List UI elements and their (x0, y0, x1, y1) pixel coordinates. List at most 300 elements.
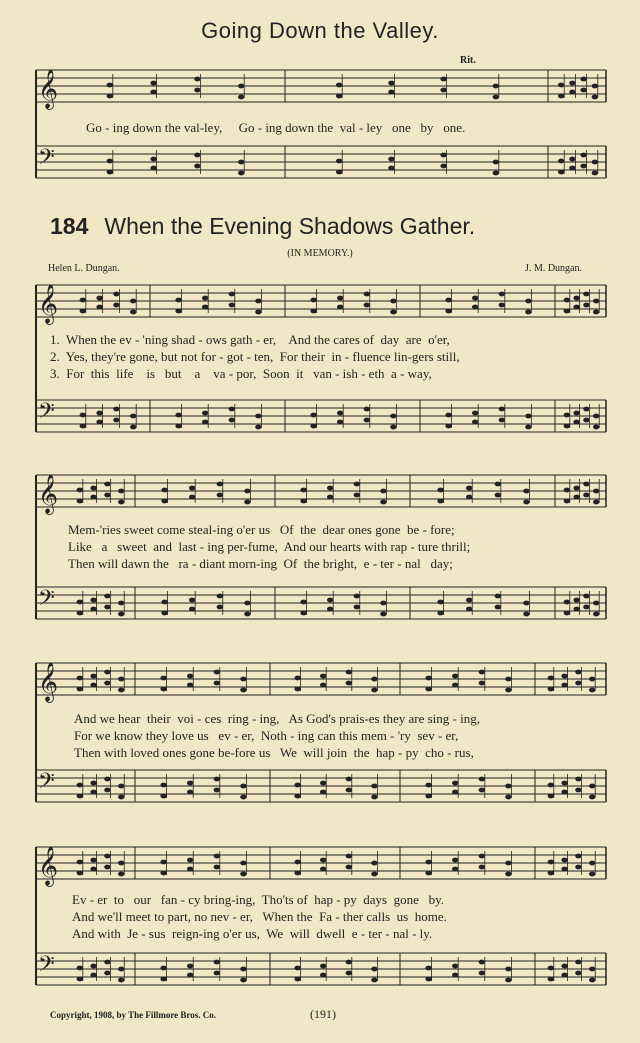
note-head (425, 687, 431, 692)
note-head (548, 794, 554, 799)
note-head (548, 977, 554, 982)
note-head (371, 795, 377, 800)
note-head (104, 971, 110, 976)
note-head (593, 425, 599, 430)
note-head (294, 977, 300, 982)
note-head (472, 411, 478, 416)
note-head (558, 159, 564, 164)
note-head (548, 860, 554, 865)
composer-credit: J. M. Dungan. (525, 263, 582, 274)
note-head (310, 309, 316, 314)
note-head (244, 489, 250, 494)
note-head (523, 489, 529, 494)
note-head (118, 489, 124, 494)
note-head (583, 605, 589, 610)
note-head (187, 790, 193, 795)
note-head (104, 670, 110, 675)
note-head (583, 482, 589, 487)
bass-clef-icon: 𝄢 (38, 952, 55, 982)
note-head (187, 858, 193, 863)
note-head (479, 960, 485, 965)
note-head (175, 309, 181, 314)
note-head (244, 500, 250, 505)
note-head (505, 978, 511, 983)
note-head (561, 790, 567, 795)
note-head (90, 674, 96, 679)
note-head (130, 414, 136, 419)
note-head (240, 872, 246, 877)
note-head (452, 781, 458, 786)
note-head (90, 781, 96, 786)
note-head (593, 612, 599, 617)
note-head (505, 967, 511, 972)
note-head (589, 967, 595, 972)
note-head (479, 971, 485, 976)
note-head (240, 861, 246, 866)
note-head (364, 407, 370, 412)
note-head (90, 607, 96, 612)
note-head (244, 601, 250, 606)
bass-clef-icon: 𝄢 (38, 769, 55, 799)
note-head (573, 296, 579, 301)
note-head (548, 966, 554, 971)
note-head (466, 598, 472, 603)
note-head (107, 94, 113, 99)
note-head (525, 425, 531, 430)
hymn-subtitle: (IN MEMORY.) (287, 248, 353, 259)
note-head (229, 418, 235, 423)
note-head (575, 670, 581, 675)
note-head (589, 784, 595, 789)
note-head (499, 292, 505, 297)
note-head (523, 612, 529, 617)
note-head (90, 486, 96, 491)
note-head (364, 418, 370, 423)
note-head (390, 299, 396, 304)
note-head (77, 871, 83, 876)
note-head (150, 90, 156, 95)
note-head (160, 794, 166, 799)
note-head (371, 784, 377, 789)
note-head (380, 500, 386, 505)
note-head (77, 783, 83, 788)
note-head (337, 296, 343, 301)
note-head (104, 854, 110, 859)
note-head (364, 292, 370, 297)
note-head (113, 292, 119, 297)
note-head (217, 493, 223, 498)
lyric-line-valley: Go - ing down the val-ley, Go - ing down the val - ley one by one. (86, 120, 466, 135)
note-head (189, 598, 195, 603)
note-head (161, 600, 167, 605)
note-head (255, 299, 261, 304)
author-credit: Helen L. Dungan. (48, 263, 120, 274)
note-head (437, 499, 443, 504)
note-head (569, 157, 575, 162)
note-head (569, 166, 575, 171)
note-head (240, 795, 246, 800)
note-head (593, 500, 599, 505)
hymn-title-going-down-the-valley: Going Down the Valley. (201, 18, 439, 43)
note-head (320, 858, 326, 863)
hymn-title: When the Evening Shadows Gather. (104, 213, 476, 239)
bass-clef-icon: 𝄢 (38, 145, 55, 175)
note-head (240, 978, 246, 983)
note-head (202, 411, 208, 416)
note-head (592, 95, 598, 100)
note-head (380, 601, 386, 606)
note-head (573, 495, 579, 500)
note-head (294, 687, 300, 692)
treble-clef-icon: 𝄞 (38, 846, 59, 886)
note-head (569, 81, 575, 86)
note-head (561, 781, 567, 786)
note-head (505, 795, 511, 800)
note-head (589, 795, 595, 800)
note-head (160, 966, 166, 971)
note-head (575, 971, 581, 976)
note-head (505, 872, 511, 877)
note-head (77, 600, 83, 605)
note-head (437, 488, 443, 493)
note-head (505, 784, 511, 789)
copyright-notice: Copyright, 1908, by The Fillmore Bros. Co. (50, 1010, 217, 1020)
note-head (77, 676, 83, 681)
lyric-verse-1: 1. When the ev - 'ning shad - ows gath - er, And the cares of day are o'er, (50, 332, 450, 347)
note-head (90, 598, 96, 603)
note-head (187, 867, 193, 872)
note-head (327, 495, 333, 500)
note-head (479, 777, 485, 782)
note-head (118, 612, 124, 617)
note-head (189, 495, 195, 500)
lyric-verse-3: 3. For this life is but a va - por, Soon it van - ish - eth a - way, (50, 366, 432, 381)
note-head (452, 964, 458, 969)
note-head (160, 860, 166, 865)
note-head (187, 964, 193, 969)
note-head (118, 677, 124, 682)
note-head (364, 303, 370, 308)
note-head (575, 777, 581, 782)
note-head (294, 794, 300, 799)
note-head (80, 424, 86, 429)
note-head (214, 681, 220, 686)
note-head (558, 94, 564, 99)
note-head (327, 486, 333, 491)
note-head (479, 854, 485, 859)
note-head (371, 688, 377, 693)
note-head (90, 495, 96, 500)
note-head (160, 977, 166, 982)
note-head (479, 788, 485, 793)
note-head (437, 600, 443, 605)
note-head (371, 978, 377, 983)
note-head (388, 90, 394, 95)
note-head (118, 500, 124, 505)
note-head (90, 683, 96, 688)
note-head (202, 420, 208, 425)
note-head (300, 499, 306, 504)
note-head (548, 871, 554, 876)
note-head (294, 871, 300, 876)
note-head (346, 681, 352, 686)
treble-clef-icon: 𝄞 (38, 662, 59, 702)
note-head (371, 677, 377, 682)
note-head (90, 973, 96, 978)
note-head (113, 303, 119, 308)
note-head (320, 867, 326, 872)
note-head (580, 77, 586, 82)
note-head (214, 788, 220, 793)
note-head (214, 865, 220, 870)
note-head (320, 781, 326, 786)
note-head (425, 977, 431, 982)
note-head (238, 84, 244, 89)
note-head (425, 966, 431, 971)
note-head (238, 160, 244, 165)
note-head (583, 594, 589, 599)
note-head (583, 418, 589, 423)
note-head (583, 493, 589, 498)
note-head (90, 964, 96, 969)
note-head (495, 605, 501, 610)
note-head (77, 794, 83, 799)
note-head (564, 309, 570, 314)
note-head (217, 482, 223, 487)
note-head (336, 159, 342, 164)
note-head (525, 310, 531, 315)
note-head (573, 420, 579, 425)
note-head (425, 676, 431, 681)
note-head (161, 611, 167, 616)
note-head (160, 676, 166, 681)
note-head (380, 612, 386, 617)
note-head (425, 871, 431, 876)
note-head (505, 688, 511, 693)
note-head (371, 872, 377, 877)
note-head (593, 414, 599, 419)
note-head (80, 309, 86, 314)
treble-clef-icon: 𝄞 (38, 284, 59, 324)
note-head (583, 292, 589, 297)
note-head (466, 486, 472, 491)
hymn-number: 184 (50, 213, 89, 239)
note-head (523, 500, 529, 505)
note-head (548, 676, 554, 681)
note-head (202, 296, 208, 301)
note-head (187, 973, 193, 978)
note-head (214, 854, 220, 859)
note-head (558, 83, 564, 88)
note-head (564, 298, 570, 303)
note-head (310, 298, 316, 303)
note-head (561, 964, 567, 969)
note-head (445, 413, 451, 418)
note-head (495, 594, 501, 599)
note-head (445, 309, 451, 314)
note-head (90, 867, 96, 872)
note-head (104, 788, 110, 793)
note-head (346, 971, 352, 976)
lyric-verse-2: 2. Yes, they're gone, but not for - got - ten, For their in - fluence lin-gers still, (50, 349, 460, 364)
note-head (573, 607, 579, 612)
note-head (77, 488, 83, 493)
note-head (255, 425, 261, 430)
note-head (130, 310, 136, 315)
lyrics-system-3 (74, 710, 640, 761)
note-head (452, 683, 458, 688)
note-head (214, 670, 220, 675)
note-head (452, 790, 458, 795)
note-head (564, 413, 570, 418)
note-head (573, 486, 579, 491)
note-head (187, 781, 193, 786)
note-head (593, 489, 599, 494)
note-head (104, 777, 110, 782)
note-head (495, 493, 501, 498)
note-head (440, 88, 446, 93)
note-head (104, 960, 110, 965)
note-head (187, 674, 193, 679)
note-head (229, 303, 235, 308)
note-head (354, 482, 360, 487)
lyric-verse-1: Ev - er to our fan - cy bring-ing, Tho'ts of hap - py days gone by. (72, 892, 445, 907)
note-head (194, 77, 200, 82)
note-head (354, 594, 360, 599)
note-head (294, 966, 300, 971)
note-head (77, 611, 83, 616)
note-head (214, 971, 220, 976)
note-head (346, 854, 352, 859)
note-head (161, 488, 167, 493)
ritardando-mark: Rit. (460, 55, 476, 66)
note-head (194, 164, 200, 169)
note-head (390, 310, 396, 315)
note-head (238, 171, 244, 176)
note-head (229, 292, 235, 297)
note-head (499, 418, 505, 423)
note-head (493, 84, 499, 89)
note-head (104, 482, 110, 487)
note-head (440, 164, 446, 169)
note-head (240, 967, 246, 972)
note-head (294, 860, 300, 865)
note-head (104, 605, 110, 610)
note-head (96, 411, 102, 416)
note-head (580, 153, 586, 158)
note-head (472, 296, 478, 301)
note-head (300, 600, 306, 605)
lyric-verse-1: Mem-'ries sweet come steal-ing o'er us Of the dear ones gone be - fore; (68, 522, 455, 537)
note-head (327, 598, 333, 603)
note-head (320, 973, 326, 978)
note-head (561, 858, 567, 863)
note-head (229, 407, 235, 412)
note-head (564, 499, 570, 504)
note-head (589, 861, 595, 866)
note-head (592, 84, 598, 89)
note-head (310, 424, 316, 429)
note-head (118, 601, 124, 606)
note-head (240, 688, 246, 693)
note-head (388, 166, 394, 171)
note-head (160, 871, 166, 876)
note-head (583, 303, 589, 308)
note-head (217, 605, 223, 610)
note-head (523, 601, 529, 606)
note-head (589, 978, 595, 983)
note-head (593, 310, 599, 315)
note-head (107, 159, 113, 164)
note-head (525, 414, 531, 419)
note-head (493, 160, 499, 165)
note-head (337, 411, 343, 416)
note-head (240, 784, 246, 789)
lyric-verse-3: Then will dawn the ra - diant morn-ing Of the bright, e - ter - nal day; (68, 556, 453, 571)
note-head (371, 967, 377, 972)
note-head (175, 424, 181, 429)
note-head (589, 872, 595, 877)
note-head (466, 607, 472, 612)
note-head (493, 171, 499, 176)
bass-clef-icon: 𝄢 (38, 399, 55, 429)
note-head (77, 860, 83, 865)
note-head (593, 601, 599, 606)
note-head (90, 790, 96, 795)
note-head (445, 298, 451, 303)
note-head (558, 170, 564, 175)
note-head (327, 607, 333, 612)
bass-clef-icon: 𝄢 (38, 586, 55, 616)
note-head (452, 674, 458, 679)
note-head (107, 83, 113, 88)
note-head (564, 600, 570, 605)
note-head (346, 960, 352, 965)
note-head (354, 605, 360, 610)
page-number: (191) (310, 1007, 336, 1021)
note-head (189, 607, 195, 612)
note-head (561, 867, 567, 872)
note-head (202, 305, 208, 310)
note-head (294, 676, 300, 681)
note-head (336, 170, 342, 175)
note-head (548, 687, 554, 692)
note-head (214, 960, 220, 965)
note-head (499, 407, 505, 412)
note-head (90, 858, 96, 863)
note-head (390, 414, 396, 419)
note-head (445, 424, 451, 429)
note-head (175, 413, 181, 418)
note-head (564, 611, 570, 616)
note-head (499, 303, 505, 308)
note-head (104, 865, 110, 870)
note-head (150, 157, 156, 162)
note-head (452, 973, 458, 978)
note-head (561, 973, 567, 978)
note-head (346, 788, 352, 793)
note-head (548, 783, 554, 788)
treble-clef-icon: 𝄞 (38, 69, 59, 109)
lyrics-system-2 (68, 521, 638, 572)
note-head (592, 160, 598, 165)
note-head (337, 420, 343, 425)
note-head (425, 794, 431, 799)
note-head (479, 865, 485, 870)
note-head (575, 865, 581, 870)
note-head (573, 305, 579, 310)
note-head (96, 296, 102, 301)
